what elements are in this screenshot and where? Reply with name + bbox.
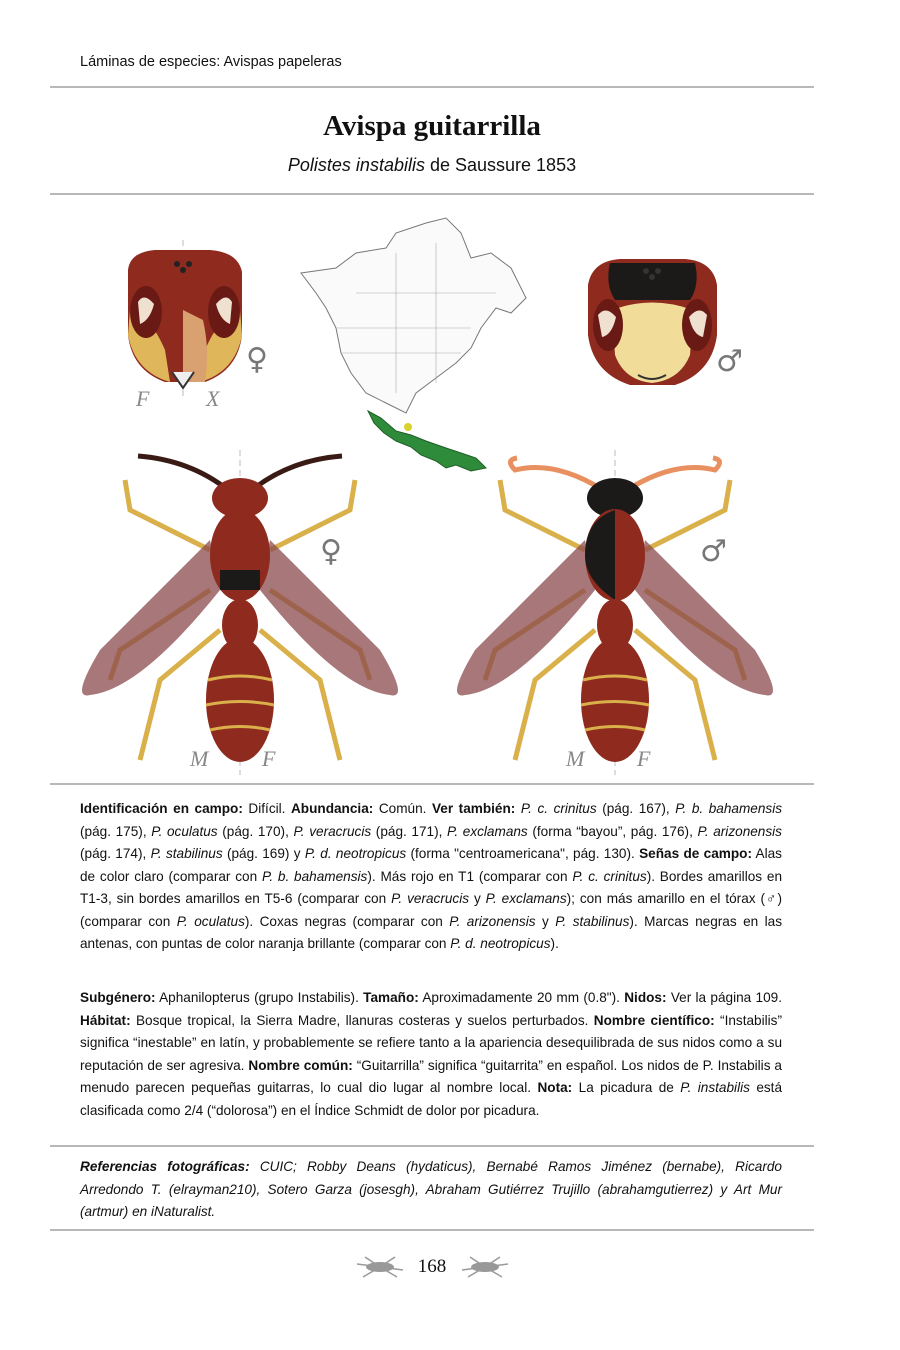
male-body-symbol: ♂ xyxy=(700,534,727,569)
identification-paragraph: Identificación en campo: Difícil. Abundancia: Común. Ver también: P. c. crinitus (pág. 167), P. b. bahamensis (pág. 175), P. oculatus (pág. 170), P. veracrucis (pág. 171), P. exclamans (forma “bayou”, pág. 176), P. arizonensis (pág. 174), P. stabilinus (pág. 169) y P. d. neotropicus (forma "centroamericana", pág. 130). Señas de campo: Alas de color claro (comparar con P. b. bahamensis). Más rojo en T1 (comparar con P. c. crinitus). Bordes amarillos en T1-3, sin bordes amarillos en T5-6 (comparar con P. veracrucis y P. exclamans); con más amarillo en el tórax (♂) (comparar con P. oculatus). Coxas negras (comparar con P. arizonensis y P. stabilinus). Marcas negras en las antenas, con puntas de color naranja brillante (comparar con P. d. neotropicus). xyxy=(80,801,783,951)
page-number: 168 xyxy=(417,1256,447,1277)
male-body-letter-left: M xyxy=(566,746,585,771)
biology-paragraph: Subgénero: Aphanilopterus (grupo Instabilis). Tamaño: Aproximadamente 20 mm (0.8"). Nidos: Ver la página 109. Hábitat: Bosque tropical, la Sierra Madre, llanuras costeras y suelos perturbados. Nombre científico: “Instabilis” significa “inestable” en latín, y probablemente se refiere tanto a la apariencia desequilibrada de sus nidos como a su reputación de ser agresiva. Nombre común: “Guitarrilla” significa “guitarrita” en español. Los nidos de P. Instabilis a menudo parecen pequeñas guitarras, lo cual dio lugar al nombre local. Nota: La picadura de P. instabilis está clasificada como 2/4 (“dolorosa”) en el Índice Schmidt de dolor por picadura. xyxy=(80,990,783,1118)
female-face-illustration xyxy=(110,240,260,400)
species-scientific-line xyxy=(0,155,864,176)
title-divider xyxy=(50,193,814,195)
male-wasp-illustration xyxy=(435,450,795,775)
scientific-name: Polistes instabilis xyxy=(287,155,425,175)
wasp-ornament-right-icon xyxy=(460,1252,510,1282)
female-wasp-illustration xyxy=(60,450,420,775)
body-letter-left: M xyxy=(190,746,209,771)
male-symbol: ♂ xyxy=(716,344,743,379)
species-common-name: Avispa guitarrilla xyxy=(323,110,541,142)
male-body-letter-right: F xyxy=(637,746,651,771)
header-divider xyxy=(50,86,814,88)
footer-divider xyxy=(50,1229,814,1231)
female-symbol: ♀ xyxy=(246,342,268,377)
male-face-illustration xyxy=(580,255,725,390)
photo-references: Referencias fotográficas: CUIC; Robby Deans (hydaticus), Bernabé Ramos Jiménez (bernabe), Ricardo Arredondo T. (elrayman210), Sotero Garza (josesgh), Abraham Gutiérrez Trujillo (abrahamgutierrez) y Art Mur (artmur) en iNaturalist. xyxy=(80,1159,782,1219)
references-divider xyxy=(50,1145,814,1147)
running-header: Láminas de especies: Avispas papeleras xyxy=(80,54,342,70)
female-body-symbol: ♀ xyxy=(320,534,342,569)
body-letter-right: F xyxy=(262,746,276,771)
range-map xyxy=(296,213,546,475)
face-letter-left: F xyxy=(136,386,150,411)
species-author: de Saussure 1853 xyxy=(429,155,577,175)
figure-divider xyxy=(50,783,814,785)
face-letter-right: X xyxy=(206,386,220,411)
